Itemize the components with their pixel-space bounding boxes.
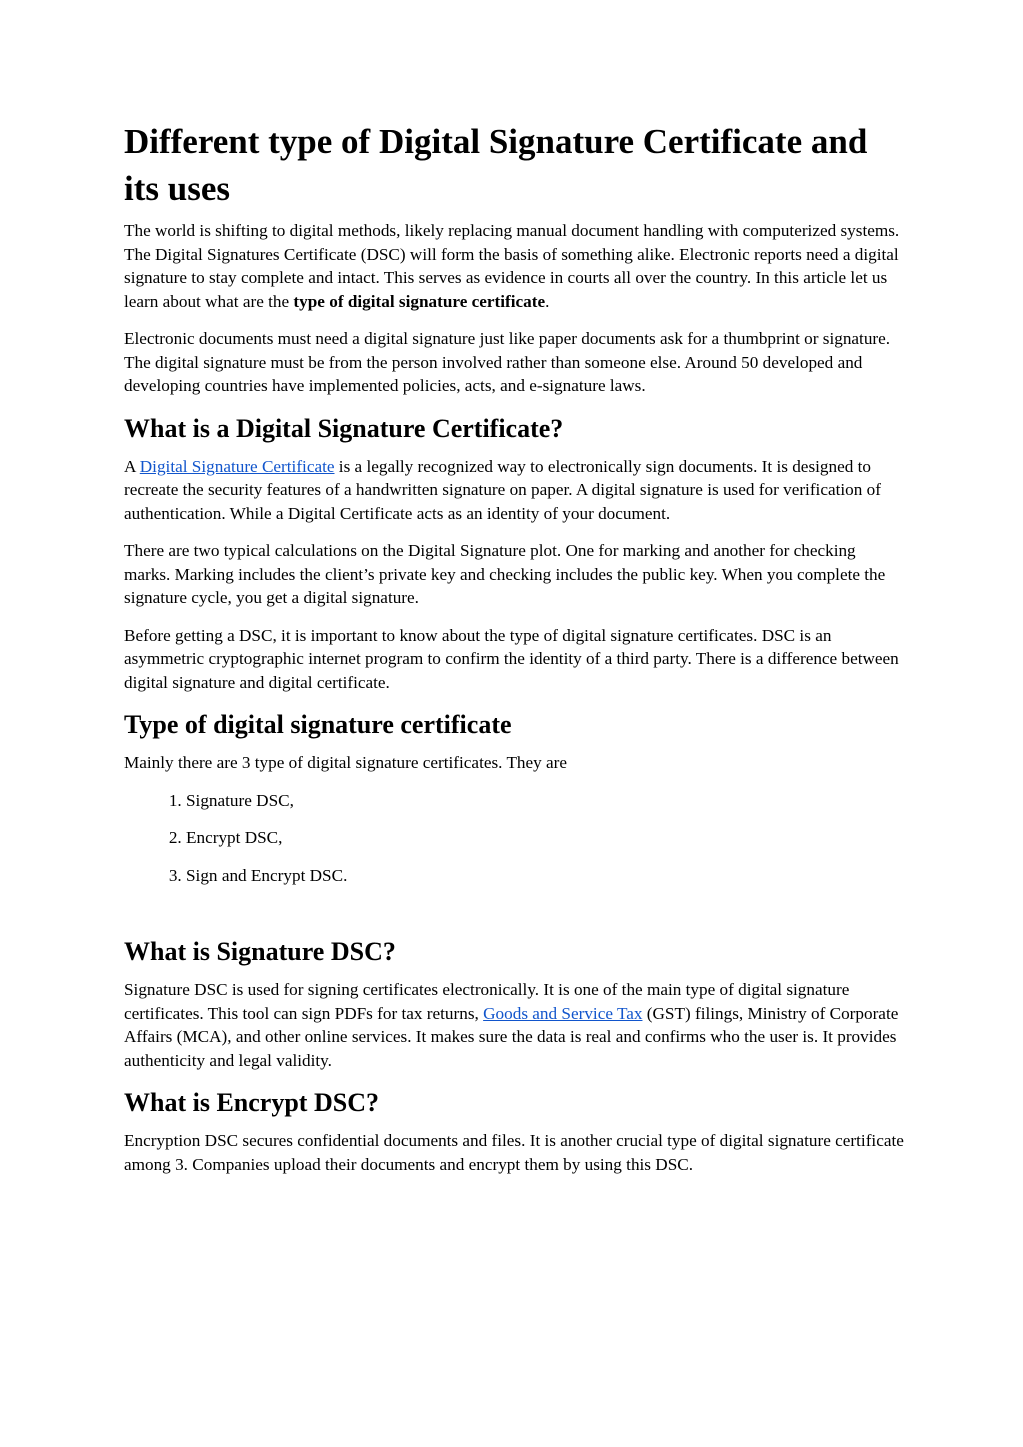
dsc-paragraph-2: There are two typical calculations on the Digital Signature plot. One for marking and another for checking marks. Marking includes the client’s private key and checking includes the public key. When you complete the signature cycle, you get a digital signature. [124,541,886,607]
list-item: 1. Signature DSC, [186,789,904,813]
digital-signature-certificate-link[interactable]: Digital Signature Certificate [139,456,335,476]
list-item: 3. Sign and Encrypt DSC. [186,864,904,888]
heading-encrypt-dsc: What is Encrypt DSC? [124,1088,379,1117]
intro-paragraph-1 [124,219,904,313]
signature-dsc-rest: (GST) filings, Ministry of Corporate Affairs (MCA), and other online services. It makes sure the data is real and confirms who the user is. It provides authenticity and legal validity. [124,1003,899,1070]
heading-types: Type of digital signature certificate [124,710,512,739]
intro-bold-keyword: type of digital signature certificate [293,291,546,311]
document-title: Different type of Digital Signature Certificate and its uses [124,122,868,208]
section-spacer [124,901,904,935]
types-intro: Mainly there are 3 type of digital signature certificates. They are [124,753,568,772]
signature-dsc-paragraph [124,978,904,1072]
goods-and-service-tax-link[interactable]: Goods and Service Tax [483,1003,643,1023]
list-item: 2. Encrypt DSC, [186,826,904,850]
signature-dsc-start: Signature DSC is used for signing certificates electronically. It is one of the main type of digital signature certificates. This tool can sign PDFs for tax returns, [124,980,850,1023]
encrypt-dsc-paragraph: Encryption DSC secures confidential documents and files. It is another crucial type of digital signature certificate among 3. Companies upload their documents and encrypt them by using this DSC. [124,1131,904,1174]
intro-end: . [545,291,550,311]
dsc-paragraph-3: Before getting a DSC, it is important to know about the type of digital signature certificates. DSC is an asymmetric cryptographic internet program to confirm the identity of a third party. There is a difference between digital signature and digital certificate. [124,625,899,692]
dsc-p1-start: A [124,456,140,476]
dsc-p1-rest: is a legally recognized way to electronically sign documents. It is designed to recreate the security features of a handwritten signature on paper. A digital signature is used for verification of authentication. While a Digital Certificate acts as an identity of your document. [124,456,881,523]
heading-what-is-dsc: What is a Digital Signature Certificate? [124,413,564,443]
dsc-paragraph-1 [124,455,904,526]
intro-paragraph-2: Electronic documents must need a digital signature just like paper documents ask for a thumbprint or signature. The digital signature must be from the person involved rather than someone else. Around 50 developed and developing countries have implemented policies, acts, and e-signature laws. [124,329,891,395]
document-page [124,118,904,1190]
intro-text: The world is shifting to digital methods, likely replacing manual document handling with computerized systems. The Digital Signatures Certificate (DSC) will form the basis of something alike. Electronic reports need a digital signature to stay complete and intact. This serves as evidence in courts all over the country. In this article let us learn about what are the [124,221,900,311]
types-list [124,789,904,888]
heading-signature-dsc: What is Signature DSC? [124,937,396,966]
